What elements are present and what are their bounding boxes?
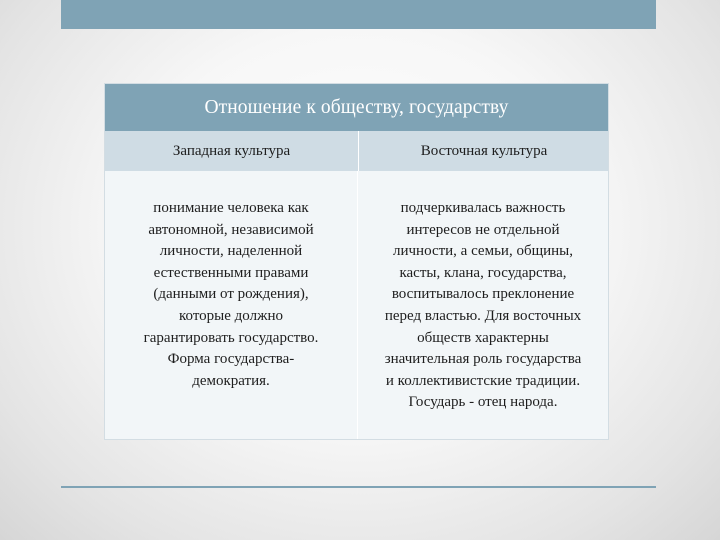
table-title: Отношение к обществу, государству bbox=[105, 84, 608, 131]
eastern-line: касты, клана, государства, bbox=[399, 264, 567, 281]
western-line: (данными от рождения), bbox=[153, 286, 309, 303]
eastern-line: перед властью. Для восточных bbox=[384, 307, 582, 324]
eastern-line: личности, а семьи, общины, bbox=[392, 243, 574, 260]
eastern-line: Государь - отец народа. bbox=[408, 394, 558, 411]
table-header-row bbox=[105, 131, 608, 171]
cell-western-culture bbox=[105, 171, 358, 439]
comparison-table bbox=[104, 83, 609, 440]
eastern-line: подчеркивалась важность bbox=[400, 200, 566, 216]
eastern-line: воспитывалось преклонение bbox=[391, 286, 575, 303]
top-accent-bar bbox=[61, 0, 656, 29]
western-line: понимание человека как bbox=[153, 200, 309, 216]
header-eastern-culture: Восточная культура bbox=[420, 142, 548, 159]
western-line: личности, наделенной bbox=[159, 243, 303, 260]
western-line: автономной, независимой bbox=[148, 221, 314, 238]
table-body-row bbox=[105, 171, 608, 439]
header-western-culture: Западная культура bbox=[105, 131, 359, 171]
bottom-accent-line bbox=[61, 486, 656, 488]
western-line: демократия. bbox=[192, 372, 270, 389]
cell-eastern-culture bbox=[358, 171, 608, 439]
western-line: Форма государства- bbox=[167, 351, 295, 368]
eastern-line: значительная роль государства bbox=[384, 351, 582, 368]
western-line: гарантировать государство. bbox=[143, 329, 319, 346]
western-line: которые должно bbox=[179, 307, 283, 324]
western-line: естественными правами bbox=[153, 264, 309, 281]
eastern-line: и коллективистские традиции. bbox=[385, 372, 581, 389]
eastern-line: интересов не отдельной bbox=[406, 221, 560, 238]
eastern-line: обществ характерны bbox=[417, 329, 549, 346]
